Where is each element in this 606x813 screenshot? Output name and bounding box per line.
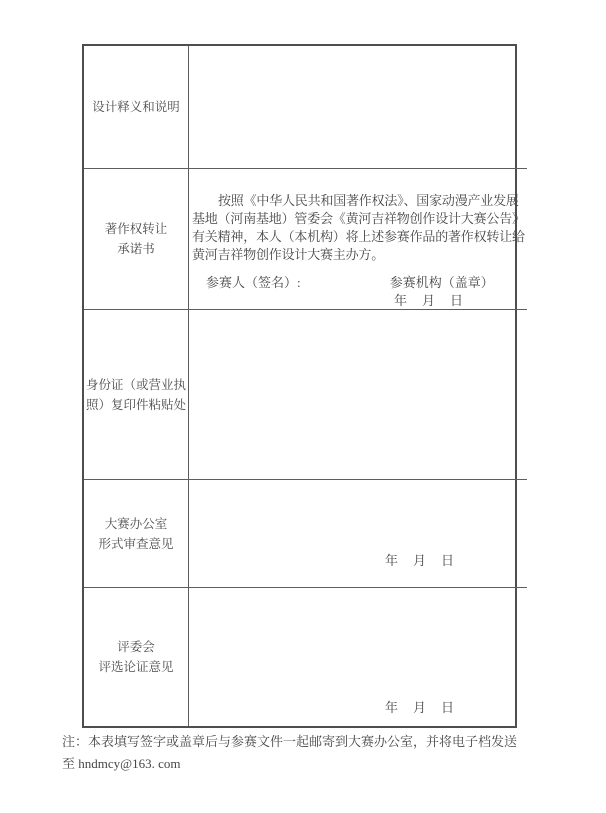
entry-form-table: [82, 44, 525, 728]
id-copy-label-line1: 身份证（或营业执: [85, 377, 186, 392]
jury-opinion-content-cell: [189, 588, 527, 726]
jury-opinion-date-line: 年 月 日: [385, 700, 456, 715]
footer-note: [62, 731, 528, 774]
jury-opinion-label-line1: 评委会: [117, 640, 155, 654]
signature-line: [189, 274, 527, 292]
id-copy-label-cell: [84, 310, 189, 480]
design-explanation-label: 设计释义和说明: [92, 100, 180, 114]
commitment-paragraph-line2: 基地（河南基地）管委会《黄河吉祥物创作设计大赛公告》: [192, 211, 525, 226]
id-copy-paste-area: [189, 310, 527, 480]
copyright-transfer-label-cell: [84, 169, 189, 310]
footer-note-line1: 注：本表填写签字或盖章后与参赛文件一起邮寄到大赛办公室，并将电子档发送: [62, 734, 518, 749]
jury-opinion-label-line2: 评选论证意见: [98, 660, 174, 674]
commitment-paragraph: [192, 192, 525, 264]
commitment-paragraph-line3: 有关精神，本人（本机构）将上述参赛作品的著作权转让给: [192, 229, 525, 244]
office-review-label-line1: 大赛办公室: [104, 516, 168, 531]
commitment-paragraph-line1: 按照《中华人民共和国著作权法》、国家动漫产业发展: [218, 193, 519, 208]
id-copy-label-line2: 照）复印件粘贴处: [85, 397, 186, 412]
commitment-paragraph-line4: 黄河吉祥物创作设计大赛主办方。: [192, 247, 385, 262]
organization-seal-label: 参赛机构（盖章）: [389, 275, 494, 290]
copyright-transfer-label-line1: 著作权转让: [104, 222, 168, 236]
copyright-transfer-content-cell: [189, 169, 527, 310]
participant-signature-label: 参赛人（签名）:: [206, 275, 301, 290]
office-review-date-line: 年 月 日: [385, 553, 456, 568]
jury-opinion-label-cell: [84, 588, 189, 726]
design-explanation-label-cell: [84, 46, 189, 169]
office-review-label-cell: [84, 480, 189, 588]
copyright-transfer-label-line2: 承诺书: [117, 242, 155, 256]
office-review-content-cell: [189, 480, 527, 588]
design-explanation-blank-area: [189, 46, 527, 169]
footer-note-line2: 至 hndmcy@163. com: [62, 755, 181, 771]
office-review-label-line2: 形式审查意见: [98, 536, 174, 551]
copyright-date-line: 年 月 日: [394, 293, 465, 308]
